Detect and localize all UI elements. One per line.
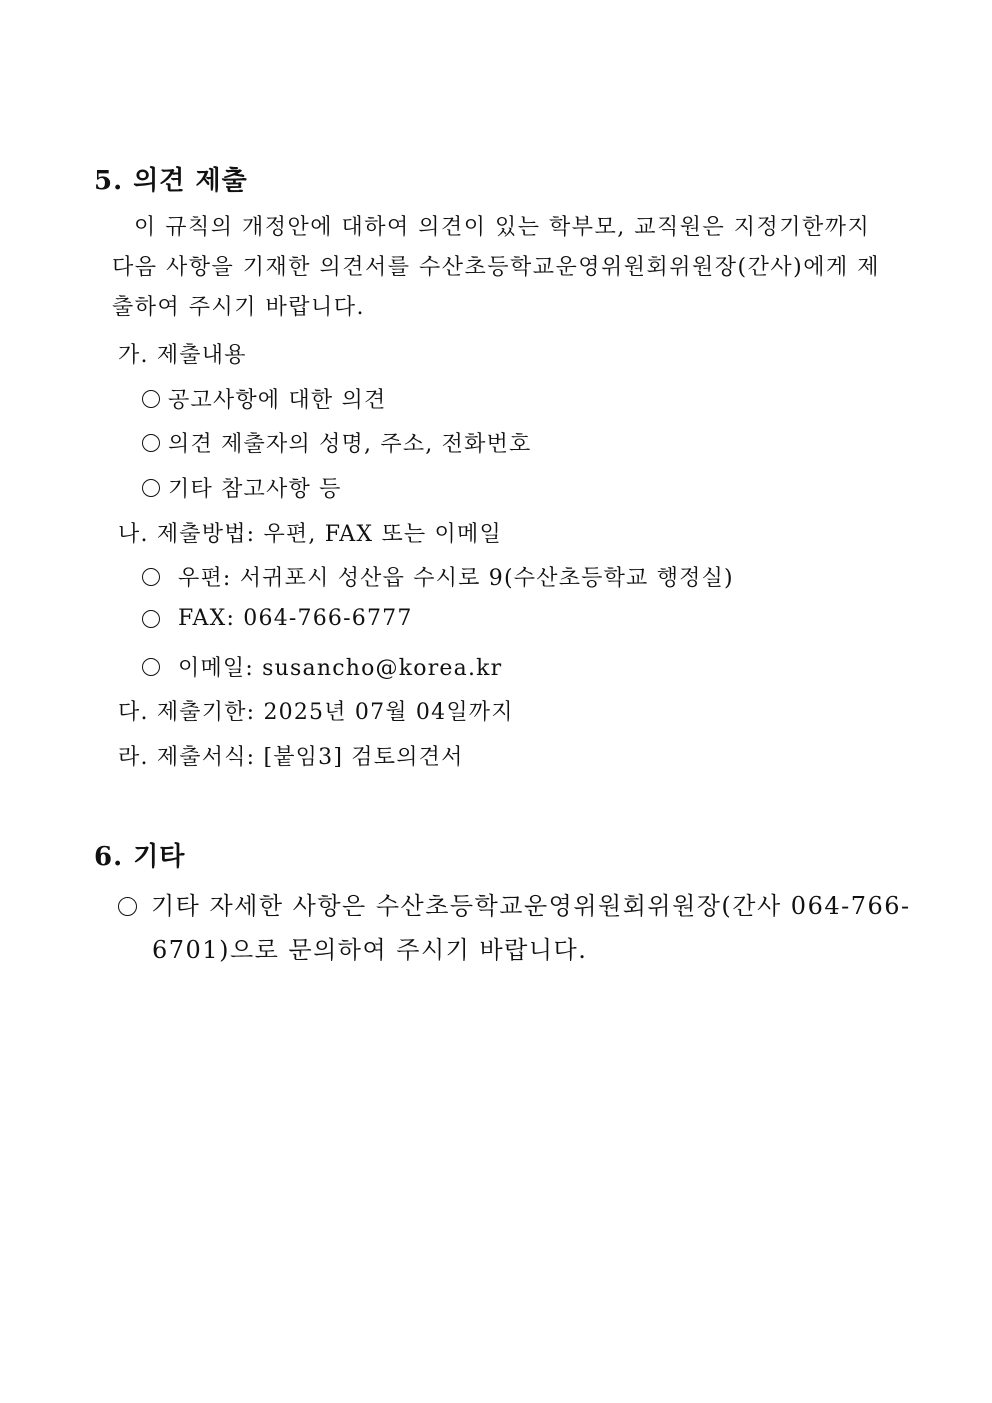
intro-line-2: 다음 사항을 기재한 의견서를 수산초등학교운영위원회위원장(간사)에게 제 [112, 255, 880, 280]
circle-bullet-icon [142, 479, 160, 497]
etc-line-2: 6701)으로 문의하여 주시기 바랍니다. [152, 936, 588, 964]
ga-item-text: 의견 제출자의 성명, 주소, 전화번호 [168, 432, 532, 457]
na-item-fax [142, 606, 413, 631]
intro-line-3: 출하여 주시기 바랍니다. [112, 295, 366, 320]
na-label: 나. 제출방법: 우편, FAX 또는 이메일 [118, 522, 502, 547]
ga-item-1 [142, 383, 386, 414]
na-item-text: 우편: 서귀포시 성산읍 수시로 9(수산초등학교 행정실) [178, 566, 734, 591]
etc-line-1-text: 기타 자세한 사항은 수산초등학교운영위원회위원장(간사 064-766- [151, 892, 911, 920]
section-6-body [118, 884, 911, 972]
circle-bullet-icon [142, 568, 160, 586]
section-5-intro [112, 208, 904, 328]
circle-bullet-icon [142, 610, 160, 628]
na-item-text: FAX: 064-766-6777 [178, 606, 413, 631]
circle-bullet-icon [142, 390, 160, 408]
circle-bullet-icon [142, 658, 160, 676]
ga-label: 가. 제출내용 [118, 343, 247, 368]
circle-bullet-icon [142, 434, 160, 452]
na-item-text: 이메일: susancho@korea.kr [178, 656, 503, 681]
da-deadline: 다. 제출기한: 2025년 07월 04일까지 [118, 700, 514, 725]
intro-line-1: 이 규칙의 개정안에 대하여 의견이 있는 학부모, 교직원은 지정기한까지 [134, 215, 871, 240]
na-item-post [142, 561, 734, 592]
etc-line-1 [118, 884, 911, 928]
section-5-title: 5. 의견 제출 [94, 166, 248, 196]
na-item-email [142, 651, 502, 682]
ga-item-2 [142, 427, 532, 458]
ra-format: 라. 제출서식: [붙임3] 검토의견서 [118, 745, 464, 770]
section-6-title: 6. 기타 [94, 842, 186, 872]
ga-item-text: 기타 참고사항 등 [168, 477, 342, 502]
ga-item-3 [142, 472, 342, 503]
ga-item-text: 공고사항에 대한 의견 [168, 388, 387, 413]
circle-bullet-icon [118, 897, 137, 916]
